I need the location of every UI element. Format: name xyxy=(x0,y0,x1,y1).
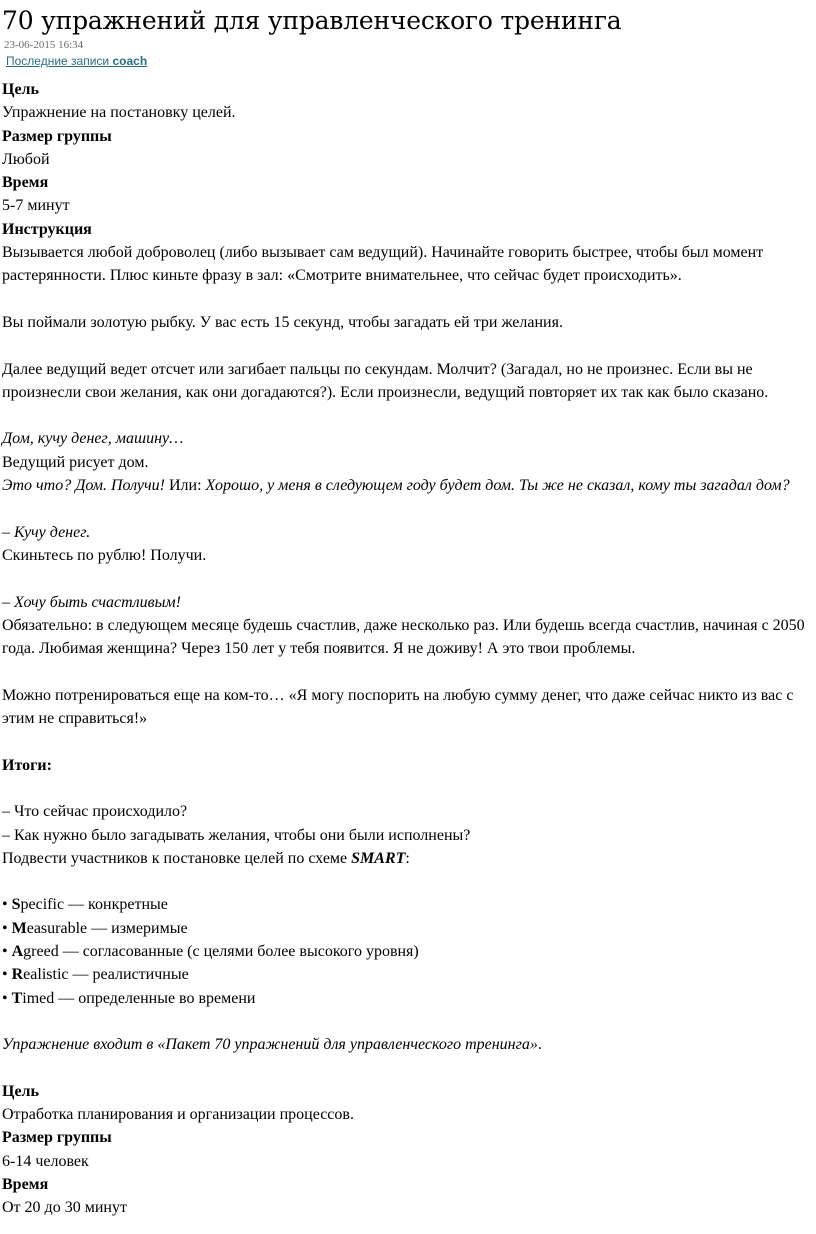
smart-intro xyxy=(2,847,814,870)
dialogue-line xyxy=(2,591,814,614)
group-size-label: Размер группы xyxy=(2,127,112,145)
package-note xyxy=(2,1033,814,1056)
smart-colon: : xyxy=(405,849,410,867)
dialogue-or: Или: xyxy=(164,477,206,495)
instruction-label: Инструкция xyxy=(2,220,92,238)
group-size-label: Размер группы xyxy=(2,1129,112,1147)
instruction-paragraph: Обязательно: в следующем месяце будешь счастлив, даже несколько раз. Или будешь всегда счастлив, начиная с 2050 года. Любимая женщина? Через 150 лет у тебя появится. Я не доживу! А это твои проблемы. xyxy=(2,616,805,658)
goal-text: Упражнение на постановку целей. xyxy=(2,104,236,122)
smart-item: • Measurable — измеримые xyxy=(2,919,188,937)
smart-desc: — измеримые xyxy=(87,919,188,937)
instruction-paragraph: Далее ведущий ведет отсчет или загибает пальцы по секундам. Молчит? (Загадал, но не произнес. Если вы не произнесли свои желания, как они догадаются?). Если произнесли, ведущий повторяет их так как было сказано. xyxy=(2,360,769,401)
smart-term: greed xyxy=(23,942,59,960)
smart-desc: — реалистичные xyxy=(68,966,189,984)
dialogue-italic: Кучу денег. xyxy=(14,523,91,541)
goal-label: Цель xyxy=(2,81,39,98)
group-size-text: Любой xyxy=(2,150,50,168)
smart-letter: A xyxy=(11,942,24,960)
instruction-paragraph: Можно потренироваться еще на ком-то… «Я могу поспорить на любую сумму денег, что даже сейчас никто из вас с этим не справиться!» xyxy=(2,686,794,728)
question-item: – Что сейчас происходило? xyxy=(2,803,188,821)
dialogue-line xyxy=(2,474,814,497)
smart-word: SMART xyxy=(351,849,406,867)
article-body xyxy=(0,78,816,1220)
time-text: От 20 до 30 минут xyxy=(2,1199,127,1217)
time-label: Время xyxy=(2,174,49,192)
smart-term: ealistic xyxy=(23,966,69,984)
recent-posts-prefix: Последние записи xyxy=(6,54,113,68)
smart-term: imed xyxy=(22,989,55,1007)
package-text: Упражнение входит в «Пакет 70 упражнений для управленческого тренинга» xyxy=(2,1036,538,1054)
instruction-paragraph: Скиньтесь по рублю! Получи. xyxy=(2,546,207,564)
smart-term: pecific xyxy=(20,896,65,914)
time-text: 5-7 минут xyxy=(2,197,70,215)
instruction-paragraph: Ведущий рисует дом. xyxy=(2,453,149,471)
smart-intro-text: Подвести участников к постановке целей по схеме xyxy=(2,849,352,867)
smart-term: easurable xyxy=(26,919,88,937)
smart-letter: R xyxy=(11,966,24,984)
recent-posts-link[interactable] xyxy=(6,54,147,68)
smart-item: • Realistic — реалистичные xyxy=(2,966,189,984)
group-size-text: 6-14 человек xyxy=(2,1152,89,1170)
recent-posts-author: coach xyxy=(112,54,148,68)
dash: – xyxy=(2,523,14,541)
smart-desc: — согласованные (с целями более высокого уровня) xyxy=(58,942,419,960)
question-item: – Как нужно было загадывать желания, чтобы они были исполнены? xyxy=(2,826,471,844)
smart-letter: S xyxy=(11,896,21,914)
results-label: Итоги: xyxy=(2,756,52,774)
smart-desc: — определенные во времени xyxy=(54,989,256,1007)
smart-desc: — конкретные xyxy=(64,896,168,914)
smart-list xyxy=(2,893,814,1009)
smart-letter: T xyxy=(11,989,23,1007)
time-label: Время xyxy=(2,1175,49,1193)
post-date: 23-06-2015 16:34 xyxy=(4,39,84,51)
dialogue-italic: Хочу быть счастливым! xyxy=(14,593,181,611)
smart-item: • Agreed — согласованные (с целями более высокого уровня) xyxy=(2,942,419,960)
page-title: 70 упражнений для управленческого тренинга xyxy=(2,6,622,35)
smart-letter: M xyxy=(11,919,27,937)
smart-item: • Specific — конкретные xyxy=(2,896,168,914)
example-wish: Дом, кучу денег, машину… xyxy=(2,430,184,448)
smart-item: • Timed — определенные во времени xyxy=(2,989,256,1007)
dialogue-italic: Это что? Дом. Получи! xyxy=(2,477,165,495)
goal-label: Цель xyxy=(2,1082,39,1100)
package-dot: . xyxy=(537,1036,542,1054)
dialogue-italic: Хорошо, у меня в следующем году будет дом. Ты же не сказал, кому ты загадал дом? xyxy=(205,477,790,495)
dash: – xyxy=(2,593,14,611)
instruction-paragraph: Вы поймали золотую рыбку. У вас есть 15 секунд, чтобы загадать ей три желания. xyxy=(2,313,563,331)
instruction-paragraph: Вызывается любой доброволец (либо вызывает сам ведущий). Начинайте говорить быстрее, чтобы был момент растерянности. Плюс киньте фразу в зал: «Смотрите внимательнее, что сейчас будет происходить». xyxy=(2,244,764,285)
dialogue-line xyxy=(2,521,814,544)
goal-text: Отработка планирования и организации процессов. xyxy=(2,1106,354,1124)
